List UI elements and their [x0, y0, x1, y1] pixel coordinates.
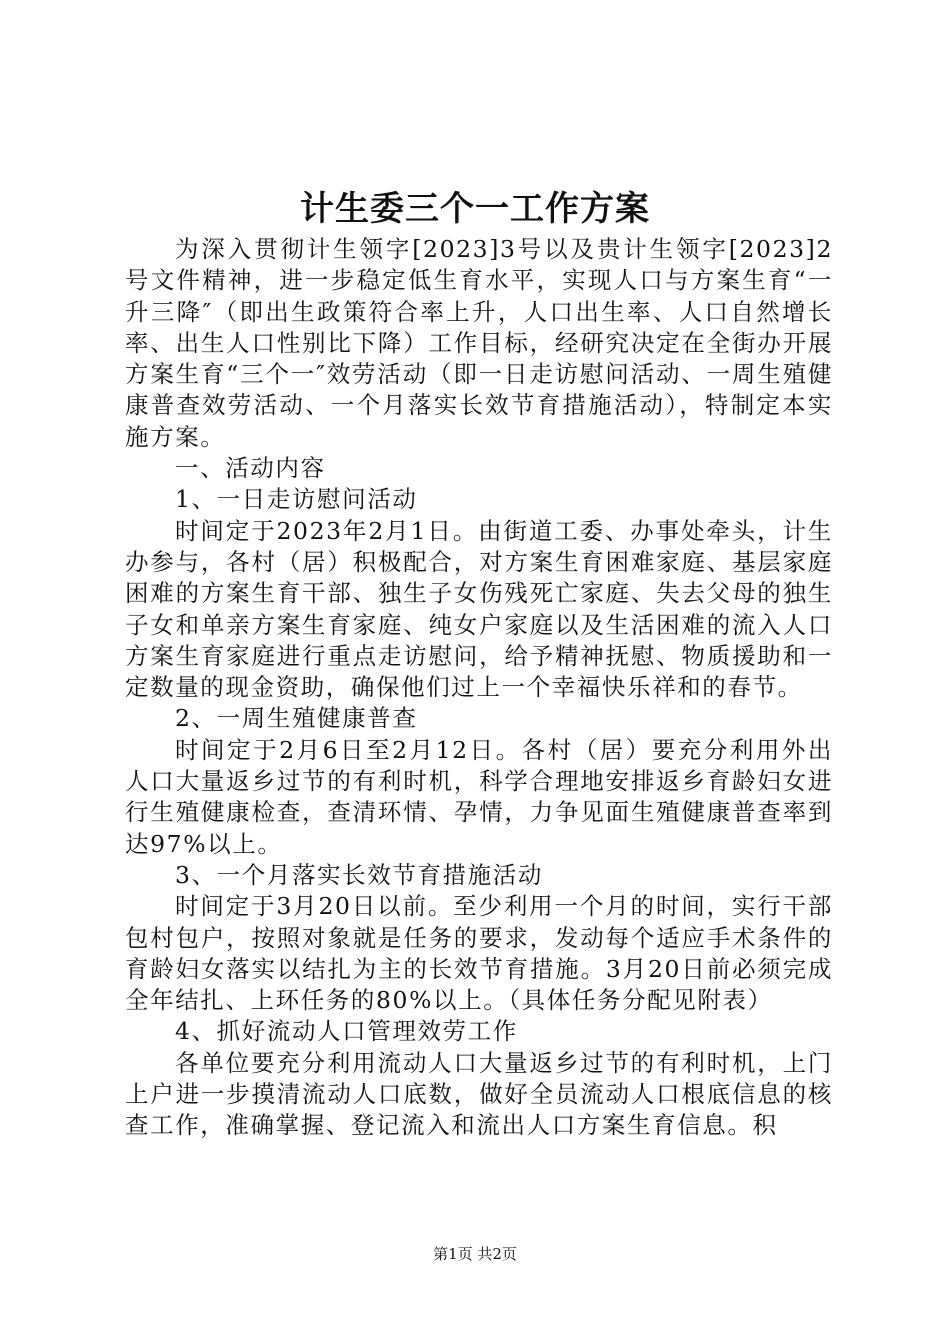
paragraph-floating-population: 各单位要充分利用流动人口大量返乡过节的有利时机，上门上户进一步摸清流动人口底数，做好全员流动人口根底信息的核查工作，准确掌握、登记流入和流出人口方案生育信息。积 [125, 1048, 833, 1140]
subsection-heading-2: 2、一周生殖健康普查 [175, 704, 418, 733]
document-body [125, 234, 833, 1142]
section-heading-activities: 一、活动内容 [175, 454, 326, 483]
document-title: 计生委三个一工作方案 [300, 189, 650, 229]
subsection-heading-1: 1、一日走访慰问活动 [175, 485, 418, 514]
paragraph-contraception: 时间定于3月20日以前。至少利用一个月的时间，实行干部包村包户，按照对象就是任务的要求，发动每个适应手术条件的育龄妇女落实以结扎为主的长效节育措施。3月20日前必须完成全年结扎、上环任务的80%以上。（具体任务分配见附表） [125, 892, 833, 1015]
subsection-heading-4: 4、抓好流动人口管理效劳工作 [175, 1017, 518, 1046]
intro-paragraph: 为深入贯彻计生领字[2023]3号以及贵计生领字[2023]2号文件精神，进一步稳定低生育水平，实现人口与方案生育“一升三降″（即出生政策符合率上升，人口出生率、人口自然增长率、出生人口性别比下降）工作目标，经研究决定在全街办开展方案生育“三个一″效劳活动（即一日走访慰问活动、一周生殖健康普查效劳活动、一个月落实长效节育措施活动），特制定本实施方案。 [125, 235, 833, 451]
paragraph-visit: 时间定于2023年2月1日。由街道工委、办事处牵头，计生办参与，各村（居）积极配合，对方案生育困难家庭、基层家庭困难的方案生育干部、独生子女伤残死亡家庭、失去父母的独生子女和单亲方案生育家庭、纯女户家庭以及生活困难的流入人口方案生育家庭进行重点走访慰问，给予精神抚慰、物质援助和一定数量的现金资助，确保他们过上一个幸福快乐祥和的春节。 [125, 516, 833, 702]
page-number-footer: 第1页 共2页 [433, 1245, 517, 1263]
paragraph-health-check: 时间定于2月6日至2月12日。各村（居）要充分利用外出人口大量返乡过节的有利时机，科学合理地安排返乡育龄妇女进行生殖健康检查，查清环情、孕情，力争见面生殖健康普查率到达97%以上。 [125, 735, 833, 858]
subsection-heading-3: 3、一个月落实长效节育措施活动 [175, 860, 543, 889]
